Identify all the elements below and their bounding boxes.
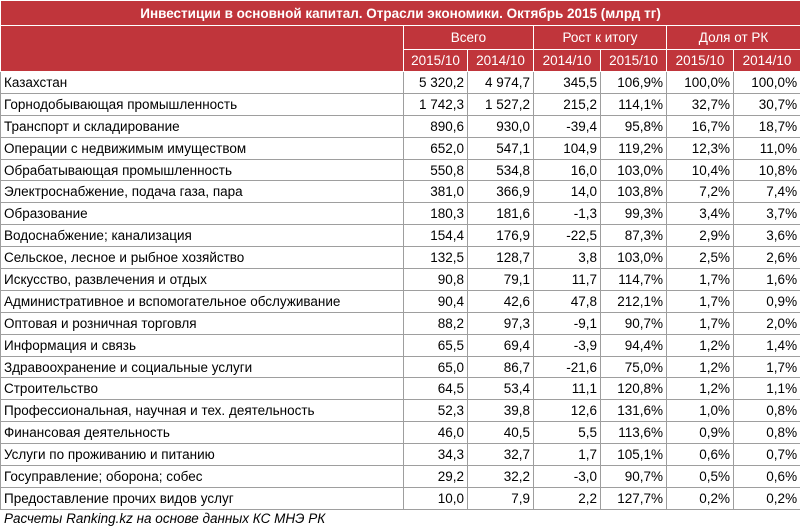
industry-name: Госуправление; оборона; собес	[1, 466, 404, 488]
industry-name: Информация и связь	[1, 334, 404, 356]
table-row	[1, 269, 800, 291]
total-2015: 652,0	[404, 137, 468, 159]
share-2014: 10,8%	[734, 159, 800, 181]
total-2014: 128,7	[468, 247, 534, 269]
total-2015: 65,0	[404, 356, 468, 378]
share-2015: 1,2%	[667, 378, 734, 400]
table-row	[1, 312, 800, 334]
table-row	[1, 159, 800, 181]
share-2015: 1,7%	[667, 269, 734, 291]
total-2015: 29,2	[404, 466, 468, 488]
total-2015: 46,0	[404, 422, 468, 444]
table-row	[1, 225, 800, 247]
growth-pct: 103,0%	[601, 159, 667, 181]
growth-abs: -1,3	[534, 203, 601, 225]
share-2014: 0,9%	[734, 290, 800, 312]
table-row	[1, 137, 800, 159]
share-2014: 0,2%	[734, 487, 800, 509]
industry-name: Водоснабжение; канализация	[1, 225, 404, 247]
growth-pct: 90,7%	[601, 312, 667, 334]
table-row	[1, 487, 800, 509]
growth-abs: 5,5	[534, 422, 601, 444]
header-period: 2015/10	[404, 50, 468, 72]
table-row	[1, 115, 800, 137]
share-2014: 3,6%	[734, 225, 800, 247]
header-period: 2014/10	[734, 50, 800, 72]
share-2015: 0,2%	[667, 487, 734, 509]
total-2015: 180,3	[404, 203, 468, 225]
growth-abs: -39,4	[534, 115, 601, 137]
table-row	[1, 203, 800, 225]
share-2014: 0,6%	[734, 466, 800, 488]
total-2014: 40,5	[468, 422, 534, 444]
table-row	[1, 181, 800, 203]
total-2014: 176,9	[468, 225, 534, 247]
industry-name: Предоставление прочих видов услуг	[1, 487, 404, 509]
growth-pct: 106,9%	[601, 72, 667, 94]
total-2014: 32,7	[468, 444, 534, 466]
growth-pct: 212,1%	[601, 290, 667, 312]
table-row	[1, 400, 800, 422]
growth-pct: 120,8%	[601, 378, 667, 400]
growth-abs: 2,2	[534, 487, 601, 509]
share-2014: 0,7%	[734, 444, 800, 466]
share-2015: 2,9%	[667, 225, 734, 247]
total-2015: 10,0	[404, 487, 468, 509]
industry-name: Образование	[1, 203, 404, 225]
share-2015: 32,7%	[667, 93, 734, 115]
table-body	[1, 72, 800, 510]
header-blank-cell	[1, 26, 404, 72]
total-2015: 550,8	[404, 159, 468, 181]
share-2014: 0,8%	[734, 422, 800, 444]
growth-pct: 119,2%	[601, 137, 667, 159]
share-2015: 10,4%	[667, 159, 734, 181]
industry-name: Административное и вспомогательное обслуживание	[1, 290, 404, 312]
share-2015: 1,2%	[667, 334, 734, 356]
total-2014: 39,8	[468, 400, 534, 422]
share-2014: 3,7%	[734, 203, 800, 225]
table-row	[1, 93, 800, 115]
share-2014: 1,1%	[734, 378, 800, 400]
total-2014: 534,8	[468, 159, 534, 181]
growth-abs: 47,8	[534, 290, 601, 312]
growth-pct: 131,6%	[601, 400, 667, 422]
header-group-row	[1, 26, 800, 50]
table-row	[1, 356, 800, 378]
growth-abs: 345,5	[534, 72, 601, 94]
industry-name: Оптовая и розничная торговля	[1, 312, 404, 334]
total-2014: 930,0	[468, 115, 534, 137]
growth-abs: 1,7	[534, 444, 601, 466]
total-2015: 5 320,2	[404, 72, 468, 94]
share-2014: 7,4%	[734, 181, 800, 203]
share-2014: 0,8%	[734, 400, 800, 422]
share-2015: 16,7%	[667, 115, 734, 137]
total-2014: 53,4	[468, 378, 534, 400]
industry-name: Сельское, лесное и рыбное хозяйство	[1, 247, 404, 269]
share-2014: 30,7%	[734, 93, 800, 115]
growth-abs: -3,9	[534, 334, 601, 356]
industry-name: Обрабатывающая промышленность	[1, 159, 404, 181]
industry-name: Искусство, развлечения и отдых	[1, 269, 404, 291]
share-2015: 1,7%	[667, 290, 734, 312]
total-2014: 181,6	[468, 203, 534, 225]
industry-name: Профессиональная, научная и тех. деятельность	[1, 400, 404, 422]
table-title: Инвестиции в основной капитал. Отрасли экономики. Октябрь 2015 (млрд тг)	[1, 1, 800, 26]
industry-name: Транспорт и складирование	[1, 115, 404, 137]
table-row	[1, 378, 800, 400]
industry-name: Строительство	[1, 378, 404, 400]
header-growth: Рост к итогу	[534, 26, 667, 50]
growth-abs: 104,9	[534, 137, 601, 159]
growth-pct: 103,0%	[601, 247, 667, 269]
share-2015: 7,2%	[667, 181, 734, 203]
share-2015: 2,5%	[667, 247, 734, 269]
total-2015: 381,0	[404, 181, 468, 203]
growth-pct: 87,3%	[601, 225, 667, 247]
growth-pct: 114,1%	[601, 93, 667, 115]
table-title-row	[1, 1, 800, 26]
total-2015: 132,5	[404, 247, 468, 269]
growth-pct: 90,7%	[601, 466, 667, 488]
header-period: 2014/10	[468, 50, 534, 72]
share-2015: 3,4%	[667, 203, 734, 225]
growth-abs: -21,6	[534, 356, 601, 378]
total-2015: 90,4	[404, 290, 468, 312]
share-2014: 1,6%	[734, 269, 800, 291]
industry-name: Электроснабжение, подача газа, пара	[1, 181, 404, 203]
growth-abs: 11,1	[534, 378, 601, 400]
growth-abs: 16,0	[534, 159, 601, 181]
growth-pct: 114,7%	[601, 269, 667, 291]
share-2015: 0,6%	[667, 444, 734, 466]
share-2014: 2,0%	[734, 312, 800, 334]
growth-pct: 75,0%	[601, 356, 667, 378]
total-2015: 890,6	[404, 115, 468, 137]
total-2014: 97,3	[468, 312, 534, 334]
total-2014: 7,9	[468, 487, 534, 509]
table-row	[1, 72, 800, 94]
share-2015: 1,2%	[667, 356, 734, 378]
industry-name: Финансовая деятельность	[1, 422, 404, 444]
table-row	[1, 444, 800, 466]
total-2014: 42,6	[468, 290, 534, 312]
growth-abs: -9,1	[534, 312, 601, 334]
total-2014: 1 527,2	[468, 93, 534, 115]
total-2014: 547,1	[468, 137, 534, 159]
total-2014: 366,9	[468, 181, 534, 203]
total-2014: 4 974,7	[468, 72, 534, 94]
total-2014: 86,7	[468, 356, 534, 378]
header-period: 2015/10	[667, 50, 734, 72]
table-row	[1, 466, 800, 488]
share-2014: 1,4%	[734, 334, 800, 356]
growth-abs: 3,8	[534, 247, 601, 269]
industry-name: Операции с недвижимым имуществом	[1, 137, 404, 159]
total-2015: 52,3	[404, 400, 468, 422]
total-2014: 79,1	[468, 269, 534, 291]
share-2015: 12,3%	[667, 137, 734, 159]
total-2014: 32,2	[468, 466, 534, 488]
share-2015: 1,7%	[667, 312, 734, 334]
table-row	[1, 247, 800, 269]
share-2014: 18,7%	[734, 115, 800, 137]
header-period: 2014/10	[534, 50, 601, 72]
source-note: Расчеты Ranking.kz на основе данных КС МНЭ РК	[4, 511, 326, 526]
industry-name: Горнодобывающая промышленность	[1, 93, 404, 115]
header-share: Доля от РК	[667, 26, 800, 50]
industry-name: Казахстан	[1, 72, 404, 94]
total-2015: 64,5	[404, 378, 468, 400]
growth-pct: 103,8%	[601, 181, 667, 203]
share-2015: 100,0%	[667, 72, 734, 94]
growth-pct: 94,4%	[601, 334, 667, 356]
share-2014: 100,0%	[734, 72, 800, 94]
growth-abs: 11,7	[534, 269, 601, 291]
total-2015: 34,3	[404, 444, 468, 466]
total-2015: 88,2	[404, 312, 468, 334]
share-2014: 2,6%	[734, 247, 800, 269]
growth-abs: -3,0	[534, 466, 601, 488]
growth-pct: 95,8%	[601, 115, 667, 137]
total-2015: 154,4	[404, 225, 468, 247]
share-2015: 0,9%	[667, 422, 734, 444]
share-2014: 11,0%	[734, 137, 800, 159]
growth-pct: 99,3%	[601, 203, 667, 225]
growth-abs: -22,5	[534, 225, 601, 247]
share-2014: 1,7%	[734, 356, 800, 378]
total-2015: 1 742,3	[404, 93, 468, 115]
share-2015: 1,0%	[667, 400, 734, 422]
growth-abs: 215,2	[534, 93, 601, 115]
table-row	[1, 422, 800, 444]
header-total: Всего	[404, 26, 534, 50]
table-row	[1, 290, 800, 312]
growth-pct: 127,7%	[601, 487, 667, 509]
growth-pct: 105,1%	[601, 444, 667, 466]
growth-abs: 14,0	[534, 181, 601, 203]
share-2015: 0,5%	[667, 466, 734, 488]
growth-pct: 113,6%	[601, 422, 667, 444]
growth-abs: 12,6	[534, 400, 601, 422]
industry-name: Здравоохранение и социальные услуги	[1, 356, 404, 378]
industry-name: Услуги по проживанию и питанию	[1, 444, 404, 466]
total-2015: 90,8	[404, 269, 468, 291]
total-2014: 69,4	[468, 334, 534, 356]
total-2015: 65,5	[404, 334, 468, 356]
header-period: 2015/10	[601, 50, 667, 72]
table-row	[1, 334, 800, 356]
